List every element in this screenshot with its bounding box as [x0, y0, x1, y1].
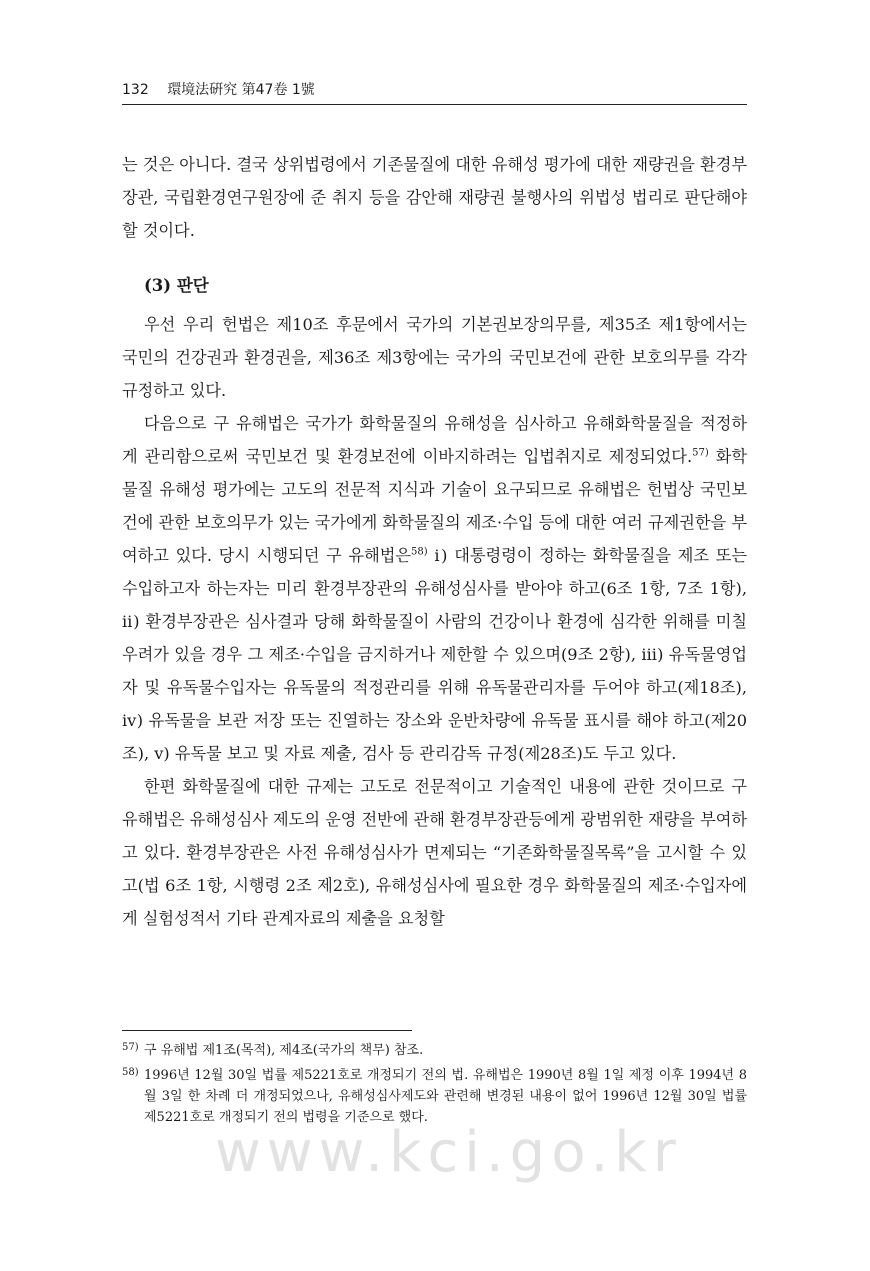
journal-title: 環境法硏究 第47卷 1號: [167, 82, 315, 98]
footnotes: [122, 1040, 747, 1132]
paragraph-2: 우선 우리 헌법은 제10조 후문에서 국가의 기본권보장의무를, 제35조 제1항에서는 국민의 건강권과 환경권을, 제36조 제3항에는 국가의 국민보건에 관한 보호의무를 각각 규정하고 있다.: [122, 315, 747, 400]
footnote-57: [122, 1040, 747, 1061]
paragraph-4: 한편 화학물질에 대한 규제는 고도로 전문적이고 기술적인 내용에 관한 것이므로 구 유해법은 유해성심사 제도의 운영 전반에 관해 환경부장관등에게 광범위한 재량을 부여하고 있다. 환경부장관은 사전 유해성심사가 면제되는 “기존화학물질목록”을 고시할 수 있고(법 6조 1항, 시행령 2조 제2호), 유해성심사에 필요한 경우 화학물질의 제조·수입자에게 실험성적서 기타 관계자료의 제출을 요청할: [122, 777, 747, 928]
paragraph-3-part-b: 화학물질 유해성 평가에는 고도의 전문적 지식과 기술이 요구되므로 유해법은 헌법상 국민보건에 관한 보호의무가 있는 국가에게 화학물질의 제조·수입 등에 대한 여러 규제권한을 부여하고 있다. 당시 시행되던 구 유해법은: [122, 447, 747, 565]
running-header: [122, 80, 747, 105]
footnote-ref-57[interactable]: 57): [692, 447, 709, 459]
section-heading: (3) 판단: [144, 276, 209, 295]
watermark: www.kci.go.kr: [215, 1120, 682, 1185]
paragraph-3: [122, 407, 747, 770]
footnote-divider: [122, 1030, 412, 1031]
paragraph-3-part-a: 다음으로 구 유해법은 국가가 화학물질의 유해성을 심사하고 유해화학물질을 적정하게 관리함으로써 국민보건 및 환경보전에 이바지하려는 입법취지로 제정되었다.: [122, 414, 747, 466]
footnote-number: 57): [122, 1042, 139, 1053]
paragraph-1: 는 것은 아니다. 결국 상위법령에서 기존물질에 대한 유해성 평가에 대한 재량권을 환경부장관, 국립환경연구원장에 준 취지 등을 감안해 재량권 불행사의 위법성 법리로 판단해야 할 것이다.: [122, 155, 747, 240]
footnote-text: 구 유해법 제1조(목적), 제4조(국가의 책무) 참조.: [144, 1043, 424, 1058]
footnote-text: 1996년 12월 30일 법률 제5221호로 개정되기 전의 법. 유해법은 1990년 8월 1일 제정 이후 1994년 8월 3일 한 차례 더 개정되었으나, 유해성심사제도와 관련해 변경된 내용이 없어 1996년 12월 30일 법률 제5221호로 개정되기 전의 법령을 기준으로 했다.: [144, 1068, 747, 1125]
footnote-58: [122, 1065, 747, 1128]
page-number: 132: [122, 82, 149, 98]
main-text: [122, 148, 747, 935]
paragraph-3-part-c: ⅰ) 대통령령이 정하는 화학물질을 제조 또는 수입하고자 하는자는 미리 환경부장관의 유해성심사를 받아야 하고(6조 1항, 7조 1항), ⅱ) 환경부장관은 심사결과 당해 화학물질이 사람의 건강이나 환경에 심각한 위해를 미칠 우려가 있을 경우 그 제조·수입을 금지하거나 제한할 수 있으며(9조 2항), ⅲ) 유독물영업자 및 유독물수입자는 유독물의 적정관리를 위해 유독물관리자를 두어야 하고(제18조), ⅳ) 유독물을 보관 저장 또는 진열하는 장소와 운반차량에 유독물 표시를 해야 하고(제20조), ⅴ) 유독물 보고 및 자료 제출, 검사 등 관리감독 규정(제28조)도 두고 있다.: [122, 546, 747, 763]
footnote-number: 58): [122, 1067, 139, 1078]
footnote-ref-58[interactable]: 58): [411, 546, 428, 558]
